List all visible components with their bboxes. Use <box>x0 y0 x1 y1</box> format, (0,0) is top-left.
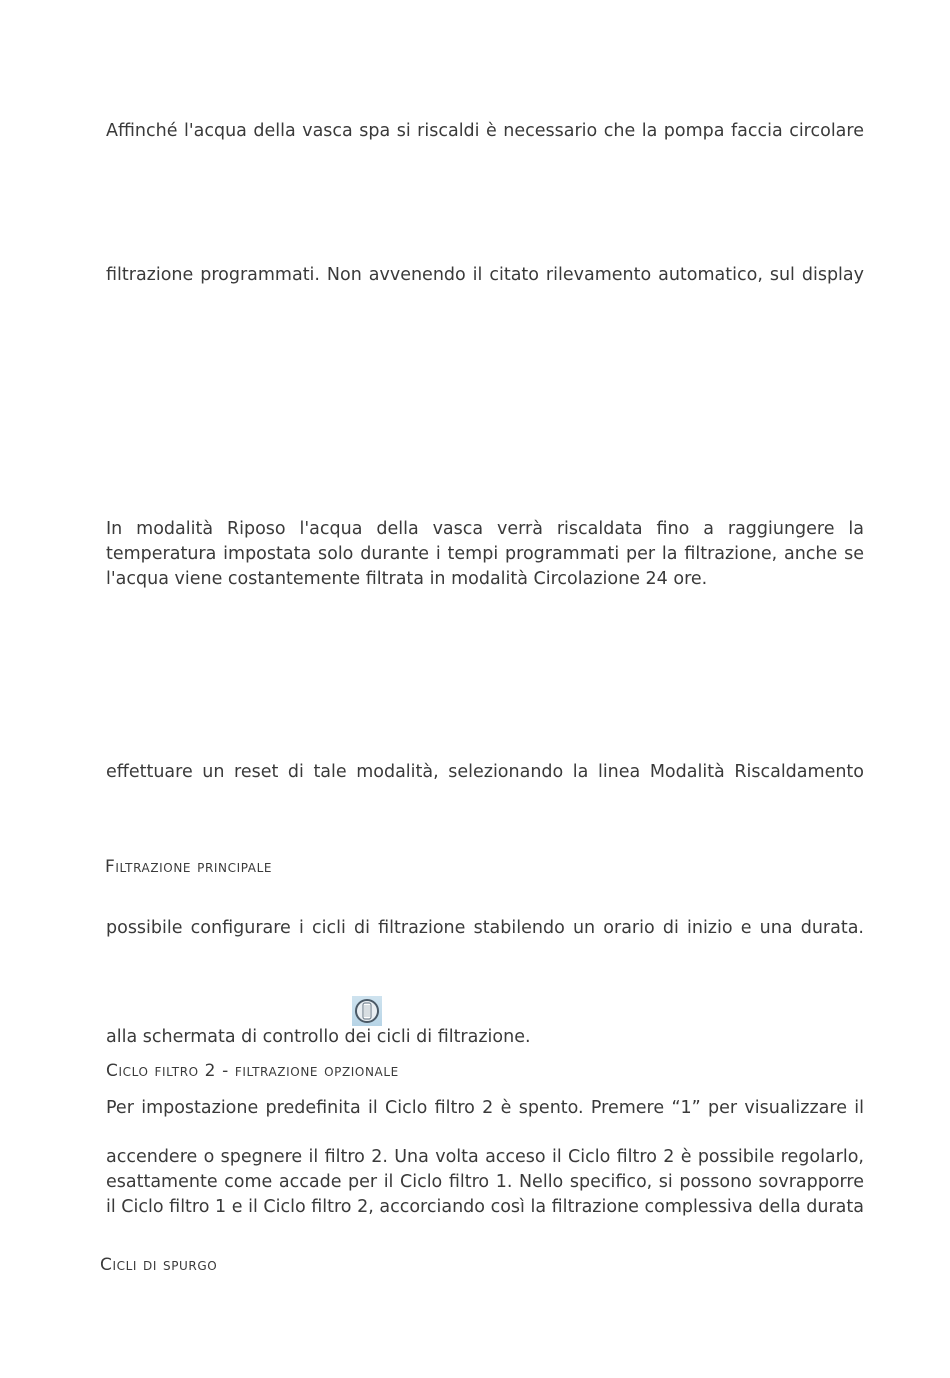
filtro-2-line-3: il Ciclo filtro 1 e il Ciclo filtro 2, accorciando così la filtrazione complessiva della durata <box>106 1197 864 1217</box>
filter-cycle-icon <box>352 996 382 1026</box>
body-line-configurare: possibile configurare i cicli di filtrazione stabilendo un orario di inizio e una durata. <box>106 918 864 938</box>
filtro-2-line-2: esattamente come accade per il Ciclo filtro 1. Nello specifico, si possono sovrapporre <box>106 1172 864 1192</box>
body-line-1: Affinché l'acqua della vasca spa si riscaldi è necessario che la pompa faccia circolare <box>106 121 864 141</box>
riposo-line-3: l'acqua viene costantemente filtrata in modalità Circolazione 24 ore. <box>106 569 708 589</box>
heading-filtrazione-principale: Filtrazione principale <box>105 857 273 877</box>
body-line-2: filtrazione programmati. Non avvenendo il citato rilevamento automatico, sul display <box>106 265 864 285</box>
riposo-paragraph <box>106 517 864 592</box>
body-line-predefinita: Per impostazione predefinita il Ciclo filtro 2 è spento. Premere “1” per visualizzare il <box>106 1098 864 1118</box>
filtro-2-line-1: accendere o spegnere il filtro 2. Una volta acceso il Ciclo filtro 2 è possibile regolarlo, <box>106 1147 864 1167</box>
riposo-line-1: In modalità Riposo l'acqua della vasca verrà riscaldata fino a raggiungere la <box>106 519 864 539</box>
heading-ciclo-filtro-2: Ciclo filtro 2 - filtrazione opzionale <box>106 1061 399 1081</box>
body-line-schermata: alla schermata di controllo dei cicli di filtrazione. <box>106 1027 531 1047</box>
body-line-reset: effettuare un reset di tale modalità, selezionando la linea Modalità Riscaldamento <box>106 762 864 782</box>
riposo-line-2: temperatura impostata solo durante i tempi programmati per la filtrazione, anche se <box>106 544 864 564</box>
filtro-2-paragraph <box>106 1145 864 1220</box>
heading-cicli-di-spurgo: Cicli di spurgo <box>100 1255 218 1275</box>
